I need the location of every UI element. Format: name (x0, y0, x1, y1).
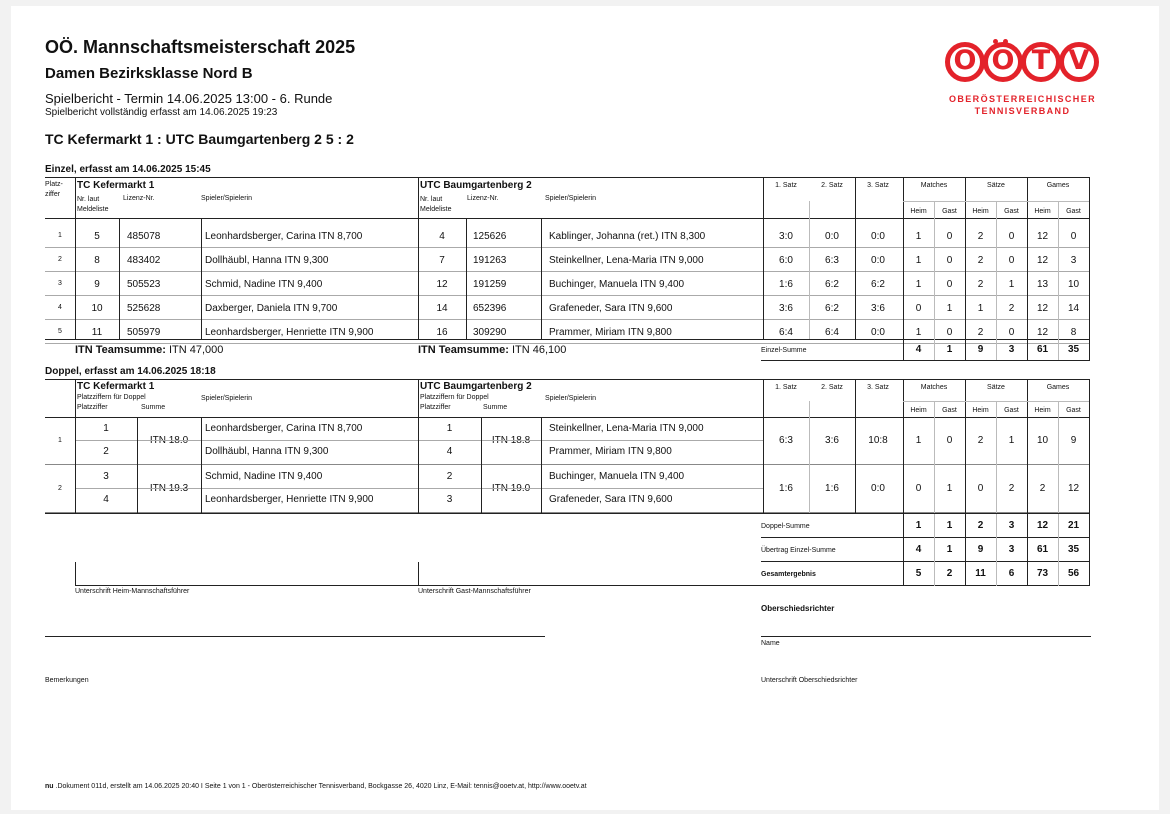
sum-value: 3 (1008, 344, 1015, 355)
col-rule (418, 417, 419, 513)
singles-home-nr: 11 (91, 327, 103, 338)
col-rule (1027, 514, 1028, 586)
totals-value: 3 (1008, 544, 1015, 555)
singles-guest-player: Kablinger, Johanna (ret.) ITN 8,300 (549, 231, 706, 242)
doubles-home-player: Dollhäubl, Hanna ITN 9,300 (205, 446, 329, 457)
col-rule (201, 417, 202, 513)
singles-sum-label: Einzel-Summe (761, 347, 807, 354)
result-value: 12 (1036, 255, 1049, 266)
col-rule (855, 417, 856, 513)
singles-guest-license: 191263 (473, 255, 507, 266)
set2-score: 6:3 (825, 255, 839, 266)
set1-score: 6:0 (779, 255, 793, 266)
referee-title: Oberschiedsrichter (761, 604, 835, 613)
result-value: 2 (977, 327, 984, 338)
set1-score: 1:6 (779, 279, 793, 290)
totals-label: Gesamtergebnis (761, 571, 816, 578)
col-rule (965, 417, 966, 513)
col-rule (1027, 218, 1028, 339)
result-value: 1 (915, 255, 922, 266)
set3-score: 6:2 (871, 279, 885, 290)
result-value: 0 (915, 303, 922, 314)
col-rule (965, 514, 966, 586)
totals-value: 1 (946, 544, 953, 555)
result-value: 2 (977, 231, 984, 242)
result-value: 1 (915, 231, 922, 242)
col-rule (1027, 339, 1028, 361)
doubles-pos: 2 (58, 485, 62, 492)
result-value: 13 (1036, 279, 1049, 290)
set1-score: 3:0 (779, 231, 793, 242)
singles-home-player: Leonhardsberger, Carina ITN 8,700 (205, 231, 363, 242)
result-value: 1 (977, 303, 984, 314)
col-rule (201, 218, 202, 339)
doubles-guest-platz: 2 (446, 471, 453, 482)
row-divider (75, 440, 763, 441)
doubles-guest-platz: 4 (446, 446, 453, 457)
col-rule-light (934, 514, 935, 586)
col-rule-light (996, 514, 997, 586)
singles-home-player: Daxberger, Daniela ITN 9,700 (205, 303, 338, 314)
result-value: 0 (946, 327, 953, 338)
ooetv-logo: O O T V OBERÖSTERREICHISCHER TENNISVERBAND (945, 39, 1100, 124)
doubles-home-team: TC Kefermarkt 1 (77, 381, 155, 392)
guest-itn-teamsum: ITN Teamsumme: ITN 46,100 (418, 344, 567, 356)
result-value: 10 (1067, 279, 1080, 290)
singles-guest-team: UTC Baumgartenberg 2 (420, 180, 532, 191)
totals-value: 2 (977, 520, 984, 531)
col-rule (75, 218, 76, 339)
singles-guest-nr: 7 (439, 255, 445, 266)
totals-value: 1 (946, 520, 953, 531)
singles-home-nr-header: Nr. laut Meldeliste (77, 196, 109, 213)
match-result: TC Kefermarkt 1 : UTC Baumgartenberg 2 5 : 2 (45, 131, 354, 147)
singles-guest-nr: 14 (436, 303, 448, 314)
singles-home-nr: 5 (94, 231, 100, 242)
league-title: Damen Bezirksklasse Nord B (45, 65, 253, 82)
result-value: 2 (977, 435, 984, 446)
col-rule-light (996, 339, 997, 361)
totals-value: 56 (1067, 568, 1080, 579)
doubles-home-platz: 2 (103, 446, 109, 457)
set2-score: 3:6 (825, 435, 839, 446)
col-rule (903, 339, 904, 361)
set2-score: 6:4 (825, 327, 839, 338)
totals-value: 2 (946, 568, 953, 579)
result-value: 9 (1070, 435, 1077, 446)
result-value: 2 (1008, 483, 1015, 494)
singles-home-license: 483402 (127, 255, 161, 266)
set3-score: 0:0 (871, 327, 885, 338)
singles-guest-license: 125626 (473, 231, 507, 242)
totals-value: 4 (915, 544, 922, 555)
table-rule (761, 585, 1090, 586)
col-rule-light (934, 417, 935, 513)
col-rule-light (809, 218, 810, 339)
doubles-home-player: Leonhardsberger, Carina ITN 8,700 (205, 423, 363, 434)
set1-score: 1:6 (779, 483, 793, 494)
totals-label: Übertrag Einzel-Summe (761, 547, 836, 554)
col-rule (1089, 177, 1090, 361)
singles-home-license: 505523 (127, 279, 161, 290)
col-rule (418, 218, 419, 339)
singles-pos: 5 (58, 328, 62, 335)
col-rule (75, 417, 76, 513)
col-rule (119, 218, 120, 339)
result-value: 1 (915, 327, 922, 338)
singles-home-nr: 8 (94, 255, 100, 266)
guest-captain-signature-label: Unterschrift Gast-Mannschaftsführer (418, 588, 531, 595)
set3-score: 10:8 (868, 435, 888, 446)
singles-guest-player: Prammer, Miriam ITN 9,800 (549, 327, 672, 338)
result-value: 12 (1036, 303, 1049, 314)
sum-value: 61 (1036, 344, 1049, 355)
result-value: 1 (946, 303, 953, 314)
doubles-guest-player: Grafeneder, Sara ITN 9,600 (549, 494, 673, 505)
col-rule (1089, 379, 1090, 513)
singles-guest-nr: 12 (436, 279, 448, 290)
singles-guest-nr: 16 (436, 327, 448, 338)
singles-home-player: Leonhardsberger, Henriette ITN 9,900 (205, 327, 374, 338)
col-rule-light (996, 218, 997, 339)
totals-value: 12 (1036, 520, 1049, 531)
totals-value: 3 (1008, 520, 1015, 531)
col-rule (903, 514, 904, 586)
singles-pos: 1 (58, 232, 62, 239)
singles-home-license: 525628 (127, 303, 161, 314)
remarks-label: Bemerkungen (45, 677, 89, 684)
match-report-line: Spielbericht - Termin 14.06.2025 13:00 - 6. Runde (45, 91, 333, 106)
doubles-section-title: Doppel, erfasst am 14.06.2025 18:18 (45, 366, 216, 377)
sum-value: 4 (915, 344, 922, 355)
singles-pos: 4 (58, 304, 62, 311)
col-rule (903, 218, 904, 339)
singles-home-license: 485078 (127, 231, 161, 242)
doubles-home-player: Leonhardsberger, Henriette ITN 9,900 (205, 494, 374, 505)
col-rule (1027, 417, 1028, 513)
col-rule-light (809, 417, 810, 513)
result-value: 0 (1008, 327, 1015, 338)
singles-guest-player: Grafeneder, Sara ITN 9,600 (549, 303, 673, 314)
singles-pos: 2 (58, 256, 62, 263)
result-value: 0 (946, 231, 953, 242)
doubles-guest-player: Prammer, Miriam ITN 9,800 (549, 446, 672, 457)
table-rule (761, 360, 1090, 361)
singles-guest-license: 191259 (473, 279, 507, 290)
result-value: 2 (977, 255, 984, 266)
result-value: 12 (1036, 327, 1049, 338)
set1-score: 3:6 (779, 303, 793, 314)
col-rule (855, 218, 856, 339)
col-rule-light (1058, 218, 1059, 339)
result-value: 14 (1067, 303, 1080, 314)
singles-home-nr: 10 (91, 303, 103, 314)
report-sheet: OÖ. Mannschaftsmeisterschaft 2025 Damen Bezirksklasse Nord B Spielbericht - Termin 14.06.2025 13:00 - 6. Runde Spielbericht vollständig erfasst am 14.06.2025 19:23 TC Kefermarkt 1 : UTC Baumgartenberg 2 5 : 2 O O T V OBERÖSTERREICHISCHER TENNISVERBAND Einzel, erfasst am 14.06.2025 15:45 Platz- ziffer TC Kefermarkt 1 UTC Baumgartenberg 2 Nr. laut Meldeliste Lizenz-Nr. Spieler/Spielerin Nr. laut Meldeliste Lizenz-Nr. Spieler/Spielerin 1. Satz 2. Satz 3. Satz Matches Sätze Games Heim Gast Heim Gast Heim Gast 1 5 485078 Leonhardsberger, Carina ITN 8,700 4 125626 Kablinger, Johanna (ret.) ITN 8,300 3:0 0:0 0:0 1 0 2 0 12 0 2 8 483402 Dollhäubl, Hanna ITN 9,300 7 191263 Steinkellner, Lena-Maria ITN 9,000 6:0 6:3 0:0 1 0 2 0 12 3 3 9 505523 Schmid, Nadine ITN 9,400 12 191259 Buchinger, Manuela ITN 9,400 1:6 6:2 6:2 1 0 2 1 13 10 4 10 525628 Daxberger, Daniela ITN 9,700 14 652396 Grafeneder, Sara ITN 9,600 3:6 6:2 3:6 0 1 1 2 12 14 5 11 505979 Leonhardsberger, Henriette ITN 9,900 16 309290 Prammer, Miriam ITN 9,800 6:4 6:4 0:0 1 0 2 0 12 8 ITN Teamsumme: ITN 47,000 ITN Teamsumme: ITN 46,100 Einzel-Summe 4 1 9 3 61 35 Doppel, erfasst am 14.06.2025 18:18 TC Kefermarkt 1 UTC Baumgartenberg 2 Platzziffern für Doppel Platzziffer Summe Spieler/Spielerin Platzziffern für Doppel Platzziffer Summe Spieler/Spielerin 1. Satz 2. Satz 3. Satz Matches Sätze Games Heim Gast Heim Gast Heim Gast 1 1 2 Leonhardsberger, Carina ITN 8,700 Dollhäubl, Hanna ITN 9,300 1 4 Steinkellner, Lena-Maria ITN 9,000 Prammer, Miriam ITN 9,800 6:3 3:6 10:8 1 0 2 1 10 9 2 3 4 Schmid, Nadine ITN 9,400 Leonhardsberger, Henriette ITN 9,900 2 3 Buchinger, Manuela ITN 9,400 Grafeneder, Sara ITN 9,600 1:6 1:6 0:0 0 1 0 2 2 12 Doppel-Summe 1 1 2 3 12 21 Übertrag Einzel-Summe 4 1 9 3 61 35 Gesamtergebnis 5 2 11 6 73 56 Unterschrift Heim-Mannschaftsführer Unterschrift Gast-Mannschaftsführer Oberschiedsrichter Name Bemerkungen Unterschrift Oberschiedsrichter nu .Dokument 011d, erstellt am 14.06.2025 20:40 I Seite 1 von 1 - Oberösterreichischer Tennisverband, Bockgasse 26, 4020 Linz, E-Mail: tennis@ooetv.at, http://www.ooetv.at (11, 6, 1159, 810)
result-value: 2 (1039, 483, 1046, 494)
table-rule (761, 537, 1090, 538)
singles-home-player: Dollhäubl, Hanna ITN 9,300 (205, 255, 329, 266)
home-itn-teamsum: ITN Teamsumme: ITN 47,000 (75, 344, 224, 356)
result-value: 1 (946, 483, 953, 494)
totals-value: 73 (1036, 568, 1049, 579)
referee-signature-label: Unterschrift Oberschiedsrichter (761, 677, 858, 684)
totals-value: 61 (1036, 544, 1049, 555)
row-divider (75, 488, 763, 489)
set3-score: 0:0 (871, 231, 885, 242)
sum-value: 1 (946, 344, 953, 355)
set1-score: 6:4 (779, 327, 793, 338)
result-value: 0 (1008, 255, 1015, 266)
singles-home-license: 505979 (127, 327, 161, 338)
set2-score: 1:6 (825, 483, 839, 494)
singles-home-team: TC Kefermarkt 1 (77, 180, 155, 191)
col-rule-light (1058, 514, 1059, 586)
col-rule (1089, 514, 1090, 586)
result-value: 0 (946, 435, 953, 446)
doubles-home-platz: 1 (103, 423, 109, 434)
set2-score: 6:2 (825, 279, 839, 290)
col-rule (965, 218, 966, 339)
col-rule-light (934, 339, 935, 361)
set3-score: 3:6 (871, 303, 885, 314)
set3-score: 0:0 (871, 255, 885, 266)
col-rule (903, 417, 904, 513)
col-rule (965, 339, 966, 361)
singles-guest-player: Steinkellner, Lena-Maria ITN 9,000 (549, 255, 704, 266)
result-value: 12 (1036, 231, 1049, 242)
report-complete-line: Spielbericht vollständig erfasst am 14.06.2025 19:23 (45, 107, 278, 118)
col-rule (541, 417, 542, 513)
result-value: 0 (946, 255, 953, 266)
totals-value: 35 (1067, 544, 1080, 555)
result-value: 10 (1036, 435, 1049, 446)
col-rule-light (1058, 417, 1059, 513)
singles-pos-header: Platz- ziffer (45, 181, 63, 198)
result-value: 1 (915, 435, 922, 446)
singles-home-nr: 9 (94, 279, 100, 290)
result-value: 0 (977, 483, 984, 494)
totals-value: 11 (975, 568, 986, 579)
doubles-guest-team: UTC Baumgartenberg 2 (420, 381, 532, 392)
totals-value: 21 (1067, 520, 1080, 531)
result-value: 0 (1008, 231, 1015, 242)
doubles-guest-player: Steinkellner, Lena-Maria ITN 9,000 (549, 423, 704, 434)
set1-score: 6:3 (779, 435, 793, 446)
singles-guest-nr: 4 (439, 231, 445, 242)
col-rule (763, 417, 764, 513)
col-rule (481, 417, 482, 513)
result-value: 1 (1008, 435, 1015, 446)
col-rule-light (934, 218, 935, 339)
col-rule-light (996, 417, 997, 513)
col-rule-light (1058, 339, 1059, 361)
singles-section-title: Einzel, erfasst am 14.06.2025 15:45 (45, 164, 211, 175)
col-rule (466, 218, 467, 339)
result-value: 2 (1008, 303, 1015, 314)
set2-score: 6:2 (825, 303, 839, 314)
result-value: 12 (1067, 483, 1080, 494)
doubles-home-player: Schmid, Nadine ITN 9,400 (205, 471, 323, 482)
singles-guest-license: 652396 (473, 303, 507, 314)
page-title: OÖ. Mannschaftsmeisterschaft 2025 (45, 37, 356, 57)
result-value: 3 (1070, 255, 1077, 266)
doubles-guest-platz: 3 (446, 494, 453, 505)
sum-value: 9 (977, 344, 984, 355)
result-value: 1 (915, 279, 922, 290)
col-rule (763, 218, 764, 339)
doubles-home-platz: 4 (103, 494, 109, 505)
set2-score: 0:0 (825, 231, 839, 242)
result-value: 1 (1008, 279, 1015, 290)
col-rule (137, 417, 138, 513)
doubles-home-platz: 3 (103, 471, 109, 482)
doubles-guest-platz: 1 (446, 423, 453, 434)
doubles-guest-player: Buchinger, Manuela ITN 9,400 (549, 471, 685, 482)
sum-value: 35 (1067, 344, 1080, 355)
totals-value: 1 (915, 520, 922, 531)
col-rule (541, 218, 542, 339)
singles-pos: 3 (58, 280, 62, 287)
result-value: 2 (977, 279, 984, 290)
result-value: 0 (915, 483, 922, 494)
result-value: 0 (946, 279, 953, 290)
doubles-pos: 1 (58, 437, 62, 444)
table-rule (761, 561, 1090, 562)
footer: nu .Dokument 011d, erstellt am 14.06.2025 20:40 I Seite 1 von 1 - Oberösterreichischer Tennisverband, Bockgasse 26, 4020 Linz, E-Mail: tennis@ooetv.at, http://www.ooetv.at (45, 783, 587, 790)
singles-home-player: Schmid, Nadine ITN 9,400 (205, 279, 323, 290)
singles-guest-player: Buchinger, Manuela ITN 9,400 (549, 279, 685, 290)
set3-score: 0:0 (871, 483, 885, 494)
singles-guest-license: 309290 (473, 327, 507, 338)
result-value: 0 (1070, 231, 1077, 242)
referee-name-label: Name (761, 640, 780, 647)
result-value: 8 (1070, 327, 1077, 338)
totals-value: 5 (915, 568, 922, 579)
totals-label: Doppel-Summe (761, 523, 810, 530)
totals-value: 6 (1008, 568, 1015, 579)
home-captain-signature-label: Unterschrift Heim-Mannschaftsführer (75, 588, 190, 595)
totals-value: 9 (977, 544, 984, 555)
